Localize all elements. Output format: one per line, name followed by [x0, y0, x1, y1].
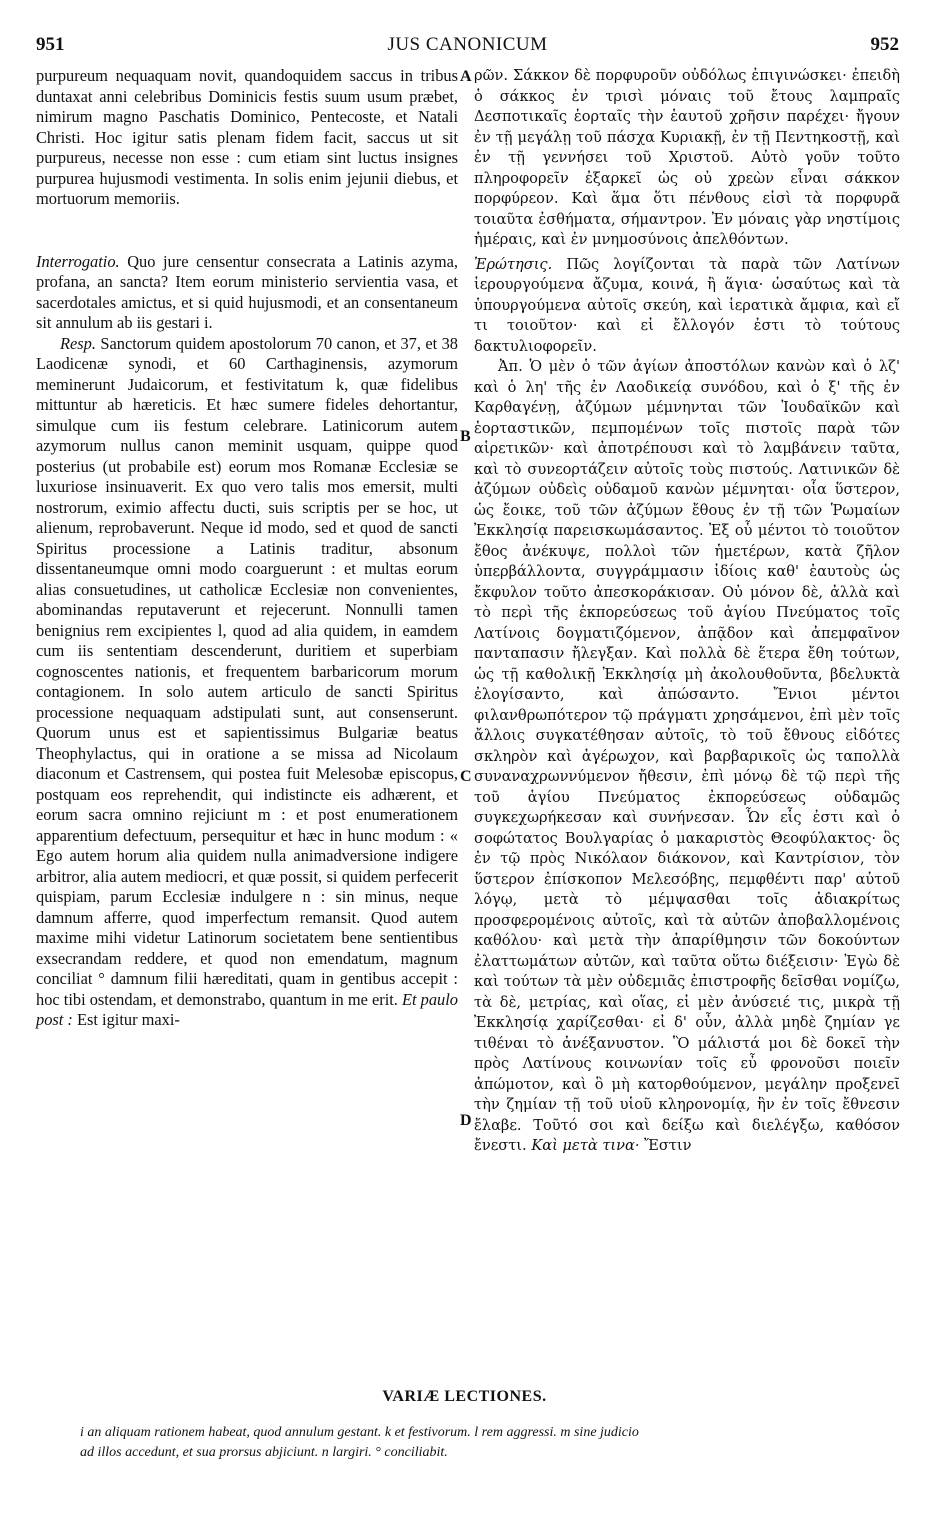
variae-lectiones-notes — [80, 1423, 889, 1463]
latin-responsio-tail: Est igitur maxi- — [72, 1010, 180, 1029]
latin-interrogatio — [36, 252, 458, 334]
latin-paragraph-1: purpureum nequaquam novit, quandoquidem saccus in tribus duntaxat anni celebribus Dominicis festis suum usum præbet, nimirum magno Paschatis Dominico, Pentecoste, et Natali Christi. Hoc igitur satis plenam fidem facit, saccus ut sit purpureus, necesse non esse : cum etiam sint luctus insignes purpurea hujusmodi vestimenta. In solis enim jejunii diebus, et mortuorum memoriis. — [36, 66, 458, 208]
page-title: JUS CANONICUM — [387, 34, 548, 55]
greek-erotesis — [474, 255, 900, 358]
greek-apokrisis-tail-italic: Καὶ μετὰ τινα· — [531, 1137, 640, 1154]
latin-responsio — [36, 334, 458, 1031]
page-number-left: 951 — [36, 34, 65, 55]
margin-marker-a: A — [460, 68, 472, 85]
margin-marker-b: B — [460, 428, 471, 445]
greek-apokrisis-text: Ὁ μὲν ὁ τῶν ἁγίων ἀποστόλων κανὼν καὶ ὁ λζ' καὶ ὁ λη' τῆς ἐν Λαοδικείᾳ συνόδου, καὶ ὁ ξ' τῆς ἐν Καρθαγένῃ, ἀζύμων μέμνηνται τῶν Ἰουδαϊκῶν καὶ ἑορταστικῶν, πεμπομένων τοῖς πιστοῖς παρὰ τῶν αἱρετικῶν· καὶ ἀποτρέπουσι καὶ τὸ λαμβάνειν ταῦτα, καὶ τὸ συνεορτάζειν αὐτοῖς τοὺς πιστούς. Λατινικῶν δὲ ἀζύμων οὐδεὶς οὐδαμοῦ κανὼν μέμνηται· οἷα ὕστερον, ὡς ἔοικε, τοῦ τῶν ἀζύμων ἔθους ἐν τῇ τῶν Ῥωμαίων Ἐκκλησίᾳ παρεισκωμάσαντος. Ἐξ οὗ μέντοι τὸ τοιοῦτον ἔθος ἀνέκυψε, πολλοὶ τῶν ἡμετέρων, κατὰ ζῆλον ὑπερβάλλοντα, συγγράμμασιν ἰδίοις καθ' ἑαυτοὺς ὡς ἔκφυλον τοῦτο ἀπεσκοράκισαν. Οὐ μόνον δὲ, ἀλλὰ καὶ τὸ περὶ τῆς ἐκπορεύσεως τοῦ ἁγίου Πνεύματος τοῖς Λατίνοις δογματιζόμενον, ἀπᾷδον καὶ ἀπεμφαῖνον πανταπασιν ἤλεγξαν. Καὶ πολλὰ δὲ ἕτερα ἔθη τούτων, ὡς τῇ καθολικῇ Ἐκκλησίᾳ μὴ ἀκολουθοῦντα, βδελυκτὰ ἐλογίσαντο, καὶ ἀπώσαντο. Ἔνιοι μέντοι φιλανθρωπότερον τῷ πράγματι χρησάμενοι, ἐπὶ μὲν τοῖς ἄλλοις συγκατέθησαν αὐτοῖς, τὸ τοῦ ἔθνους εἰδότες σκληρὸν καὶ ἀγέρωχον, καὶ βαρβαρικοῖς ὡς ταπολλὰ συναναχρωννύμενον ἤθεσιν, ἐπὶ μόνῳ δὲ τῷ περὶ τῆς τοῦ ἁγίου Πνεύματος ἐκπορεύσεως οὐδαμῶς συγκεχωρήκεσαν καὶ συνήνεσαν. Ὧν εἷς ἐστι καὶ ὁ σοφώτατος Βουλγαρίας ὁ μακαριστὸς Θεοφύλακτος· ὃς ἐν τῷ πρὸς Νικόλαον διάκονον, καὶ Καντρίσιον, τὸν ὕστερον ἐπίσκοπον Μελεσόβης, πεμφθέντι παρ' αὐτοῦ λόγῳ, μετὰ τὸ μέμψασθαι τοῖς ἀδιακρίτως προσφερομένοις αὐτοῖς, καὶ τὰ αὐτῶν ἀποβαλλομένοις καθόλου· καὶ μετὰ τὴν ἀπαρίθμησιν τῶν δοκούντων ἐλαττωμάτων αὐτῶν, καὶ ταῦτα οὕτω διέξεισιν· Ἐγὼ δὲ καὶ τούτων τὰ μὲν οὐδεμιᾶς ἐπιστροφῆς δεῖσθαι νομίζω, τὰ δὲ, μετρίας, καὶ οἵας, εἰ μὲν ἀνύσειέ τις, μικρὰ τῇ Ἐκκλησίᾳ χαρίζεσθαι· εἰ δ' οὖν, ἀλλὰ μηδὲ ζημίαν γε τιθέναι τὸ ἀνέξανυστον. Ὃ μάλιστά μοι δὲ δοκεῖ τὴν πρὸς Λατίνους κοινωνίαν τοῖς εὖ φρονοῦσι ποιεῖν ἀπώμοτον, καὶ ὃ μὴ κατορθούμενον, μεγάλην προξενεῖ τὴν ζημίαν τῇ τοῦ υἱοῦ κληρονομίᾳ, ἣν ἐν τοῖς ἔθνεσιν ἔλαβε. Τοῦτό σοι καὶ δείξω καὶ διελέγξω, καθόσον ἔνεστι. — [474, 358, 900, 1154]
greek-erotesis-text: Πῶς λογίζονται τὰ παρὰ τῶν Λατίνων ἱερουργούμενα ἄζυμα, κοινά, ἢ ἅγια· ὡσαύτως καὶ τὰ ὑπουργούμενα αὐτοῖς σκεύη, καὶ ἱερατικὰ ἄμφια, καὶ εἴ τι τοιοῦτον· καὶ εἰ ἔλλογόν ἐστι τὸ τούτους δακτυλιοφορεῖν. — [474, 255, 900, 355]
margin-marker-d: D — [460, 1112, 472, 1129]
margin-marker-c: C — [460, 768, 472, 785]
latin-column — [36, 66, 458, 1031]
latin-responsio-label: Resp. — [60, 333, 96, 353]
variae-line-1: i an aliquam rationem habeat, quod annulum gestant. k et festivorum. l rem aggressi. m sine judicio — [80, 1425, 639, 1440]
greek-apokrisis-tail: Ἔστιν — [639, 1137, 692, 1154]
greek-erotesis-label: Ἐρώτησις. — [474, 255, 553, 273]
greek-column — [474, 66, 900, 1157]
variae-line-2: ad illos accedunt, et sua prorsus abjiciunt. n largiri. ° conciliabit. — [80, 1445, 448, 1460]
latin-interrogatio-text: Quo jure censentur consecrata a Latinis azyma, profana, an sancta? Item eorum ministerio servientia vasa, et sacerdotales amictus, et si quid hujusmodi, et an consentaneum sit annulum ab iis gestari i. — [36, 251, 458, 332]
greek-apokrisis — [474, 357, 900, 1157]
latin-responsio-text: Sanctorum quidem apostolorum 70 canon, et 37, et 38 Laodicenæ synodi, et 60 Carthaginensis, azymorum meminerunt Judaicorum, et festivitatum k, quæ fidelibus mittuntur ab hæreticis. Et hæc sumere fideles dehortantur, simulque cum iis festum celebrare. Latinicorum autem azymorum nullus canon meminit usquam, quippe quod posterius (ut probabile est) eorum mos Romanæ Ecclesiæ se luxuriose insinuaverit. Ex quo vero talis mos emersit, multi nostrorum, eximio affectu ducti, suis scriptis per se hoc, ut alienum, reprobaverunt. Neque id modo, sed et quod de sancti Spiritus processione a Latinis traditur, absonum dissentaneumque omni modo coarguerunt : et multas eorum alias consuetudines, ut catholicæ Ecclesiæ non convenientes, abominandas reputaverunt et rejecerunt. Nonnulli tamen benignius rem excipientes l, quod ad alia quidem, in eamdem cum iis sententiam descenderunt, duritiem et superbiam cognoscentes nationis, et frequentem barbaricorum morum contagionem. In solo autem articulo de sancti Spiritus processione nequaquam adstipulati sunt, aut consenserunt. Quorum unus est et sapientissimus Bulgariæ beatus Theophylactus, qui in oratione a se missa ad Nicolaum diaconum et Castrensem, qui postea fuit Melesobæ episcopus, postquam eos reprehendit, qui indistincte eis adhærent, et eorum sacra omnino rejiciunt m : et post enumerationem apparentium defectuum, persequitur et hæc in hunc modum : « Ego autem horum alia quidem nulla animadversione indigere arbitror, alia autem mediocri, et quæ possit, si quidem perfecerit quispiam, parum Ecclesiæ indulgere n : sin minus, neque damnum afferre, quod imperfectum remansit. Quod autem maxime mihi videtur Latinorum societatem bene sentientibus exsecrandam reddere, et quod non emendatum, magnum conciliat ° damnum filii hæreditati, quam in gentibus accepit : hoc tibi ostendam, et demonstrabo, quantum in me erit. — [36, 333, 458, 1009]
latin-responsio-tail-italic: Et paulo post : — [36, 989, 459, 1029]
page-header — [36, 34, 899, 64]
greek-paragraph-1: ρῶν. Σάκκον δὲ πορφυροῦν οὐδόλως ἐπιγινώσκει· ἐπειδὴ ὁ σάκκος ἐν τρισὶ μόναις τοῦ ἔτους λαμπραῖς Δεσποτικαῖς ἑορταῖς τὴν ἑαυτοῦ χρῆσιν παρέχει· ἤγουν ἐν τῇ μεγάλῃ τοῦ πάσχα Κυριακῇ, ἐν τῇ Πεντηκοστῇ, καὶ ἐν τῇ γεννήσει τοῦ Χριστοῦ. Αὐτὸ γοῦν τοῦτο πληροφορεῖν ἐξαρκεῖ ὡς οὐ χρεὼν εἶναι σάκκον πορφύρεον. Καὶ ἅμα ὅτι πένθους εἰσὶ τὰ πορφυρᾶ τοιαῦτα ἐσθήματα, σήμαντρον. Ἐν μόναις γὰρ νηστίμοις ἡμέραις, καὶ ἐν μνημοσύνοις ἀπελθόντων. — [474, 67, 900, 248]
variae-lectiones-heading: VARIÆ LECTIONES. — [382, 1388, 547, 1405]
greek-apokrisis-label: Ἀπ. — [498, 358, 523, 375]
latin-interrogatio-label: Interrogatio. — [36, 251, 120, 271]
page-number-right: 952 — [870, 34, 899, 55]
